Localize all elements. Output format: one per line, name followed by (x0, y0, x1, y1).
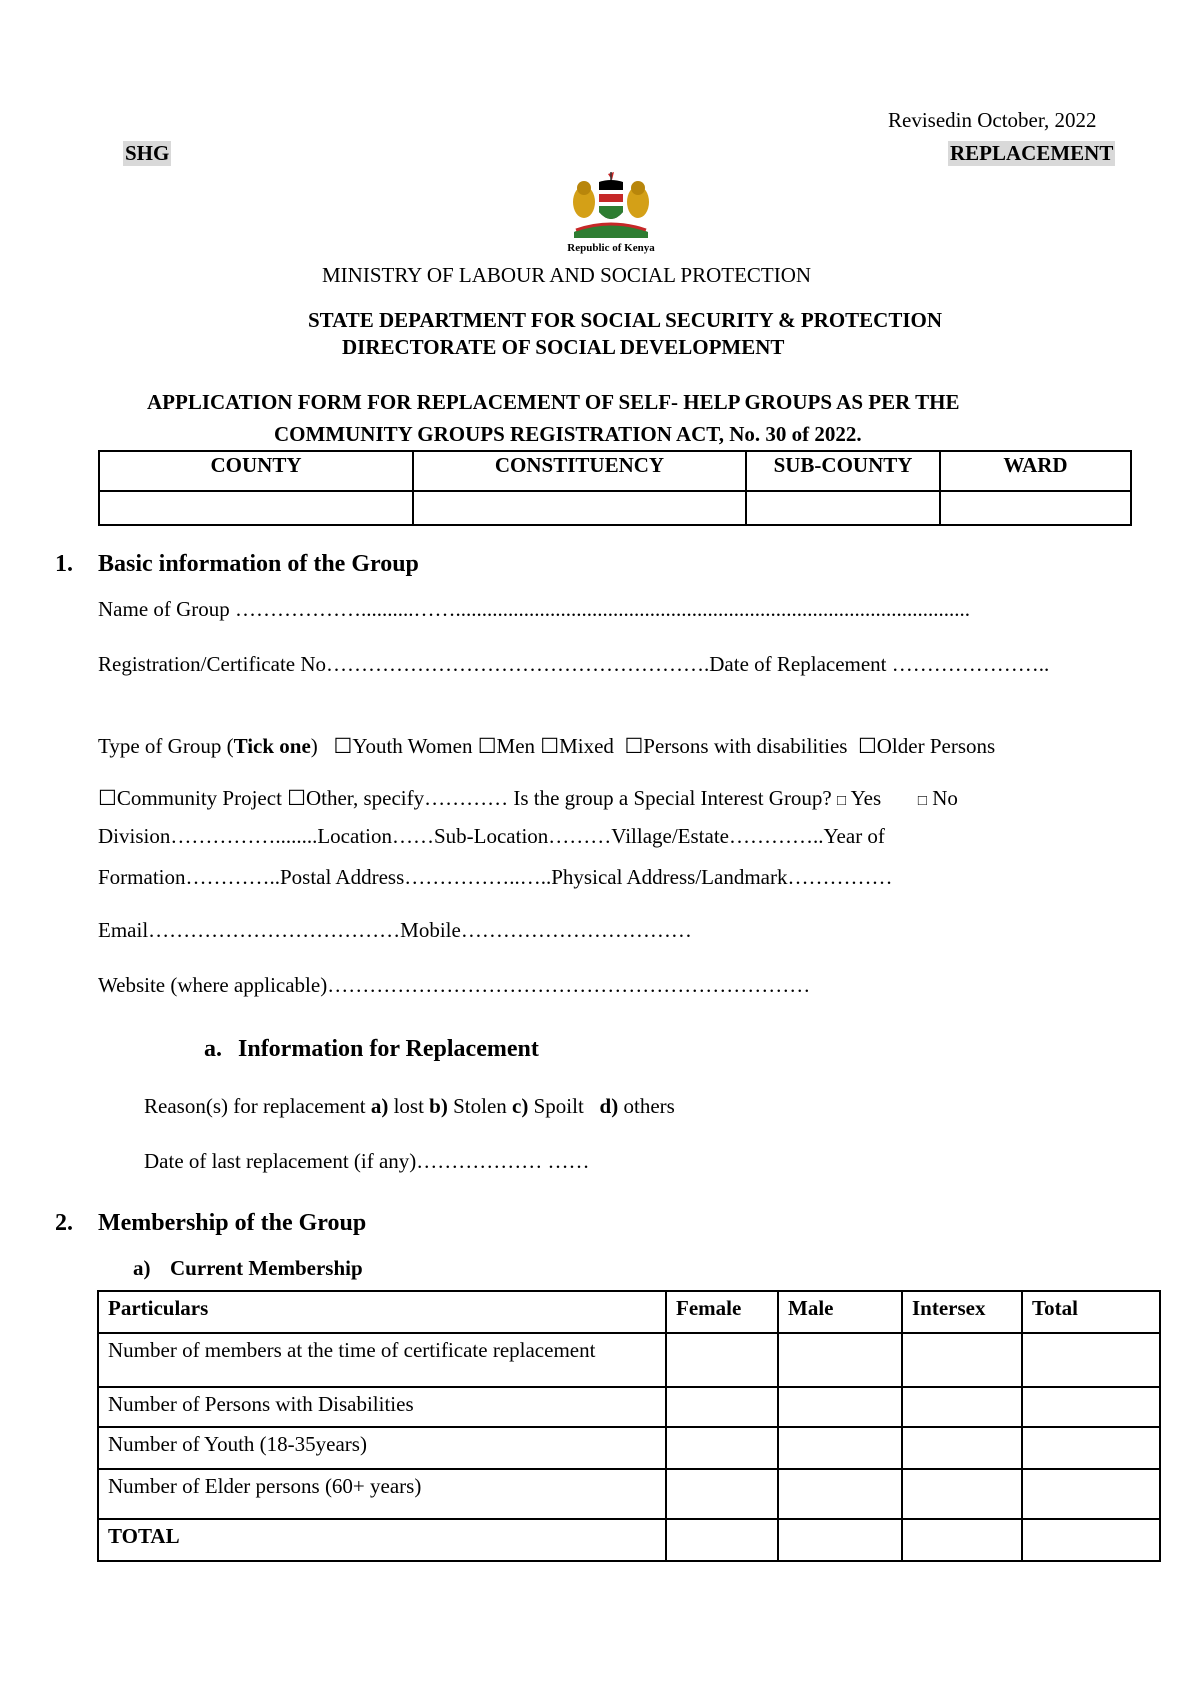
male-cell[interactable] (778, 1333, 902, 1387)
yes-label: Yes (850, 786, 882, 810)
total-cell[interactable] (1022, 1519, 1160, 1561)
section2-heading: Membership of the Group (98, 1210, 367, 1236)
reason-c-text: Spoilt (528, 1094, 600, 1118)
subsection-heading: Current Membership (170, 1256, 363, 1280)
male-cell[interactable] (778, 1427, 902, 1469)
option-youth-women: Youth Women (352, 734, 473, 758)
ward-input[interactable] (940, 491, 1131, 525)
header-female: Female (666, 1291, 778, 1333)
shg-tag: SHG (125, 141, 170, 165)
no-label: No (932, 786, 958, 810)
form-title-line2: COMMUNITY GROUPS REGISTRATION ACT, No. 30 of 2022. (274, 422, 862, 446)
directorate: DIRECTORATE OF SOCIAL DEVELOPMENT (342, 335, 785, 359)
checkbox-icon[interactable]: ☐ (540, 734, 560, 758)
constituency-header: CONSTITUENCY (413, 451, 746, 491)
female-cell[interactable] (666, 1387, 778, 1427)
row-label: Number of Youth (18-35years) (98, 1427, 666, 1469)
type-row-2 (98, 786, 958, 811)
type-prefix: Type of Group ( (98, 734, 234, 758)
email-line[interactable]: Email………………………………Mobile…………………………… (98, 918, 692, 942)
option-mixed: Mixed (559, 734, 614, 758)
header-particulars: Particulars (98, 1291, 666, 1333)
subsection-number: a) (133, 1256, 151, 1280)
reason-b-text: Stolen (447, 1094, 513, 1118)
row-label: Number of Persons with Disabilities (98, 1387, 666, 1427)
male-cell[interactable] (778, 1469, 902, 1519)
section2-number: 2. (55, 1210, 73, 1236)
membership-table (97, 1290, 1161, 1562)
sub-county-header: SUB-COUNTY (746, 451, 940, 491)
intersex-cell[interactable] (902, 1519, 1022, 1561)
checkbox-icon[interactable]: ☐ (287, 786, 306, 810)
table-row (98, 1387, 1160, 1427)
section1-number: 1. (55, 551, 73, 577)
sub-county-input[interactable] (746, 491, 940, 525)
reason-a-letter: a) (370, 1094, 389, 1118)
state-department: STATE DEPARTMENT FOR SOCIAL SECURITY & PROTECTION (308, 308, 943, 332)
male-cell[interactable] (778, 1519, 902, 1561)
option-pwd: Persons with disabilities (643, 734, 848, 758)
special-interest-question: Is the group a Special Interest Group? (513, 786, 832, 810)
revised-date: Revisedin October, 2022 (888, 108, 1097, 132)
female-cell[interactable] (666, 1469, 778, 1519)
checkbox-icon[interactable]: □ (837, 793, 847, 809)
ward-header: WARD (940, 451, 1131, 491)
checkbox-icon[interactable]: ☐ (857, 734, 877, 758)
division-line[interactable]: Division……………........Location……Sub-Location………Village/Estate…………..Year of (98, 824, 885, 848)
reasons-line (144, 1094, 675, 1119)
last-replacement-line[interactable]: Date of last replacement (if any)……………… …… (144, 1149, 590, 1173)
type-suffix: ) (310, 734, 318, 758)
table-row (98, 1519, 1160, 1561)
intersex-cell[interactable] (902, 1387, 1022, 1427)
reason-d-letter: d) (599, 1094, 619, 1118)
county-input[interactable] (99, 491, 413, 525)
ministry-name: MINISTRY OF LABOUR AND SOCIAL PROTECTION (322, 263, 812, 287)
row-label: Number of members at the time of certificate replacement (98, 1333, 666, 1387)
total-cell[interactable] (1022, 1427, 1160, 1469)
male-cell[interactable] (778, 1387, 902, 1427)
formation-line[interactable]: Formation…………..Postal Address……………..…..Physical Address/Landmark…………… (98, 865, 893, 889)
female-cell[interactable] (666, 1427, 778, 1469)
option-other[interactable]: Other, specify………… (305, 786, 509, 810)
intersex-cell[interactable] (902, 1333, 1022, 1387)
admin-location-table (98, 450, 1132, 526)
intersex-cell[interactable] (902, 1427, 1022, 1469)
female-cell[interactable] (666, 1519, 778, 1561)
type-of-group-row (98, 734, 995, 759)
checkbox-icon[interactable]: ☐ (624, 734, 644, 758)
intersex-cell[interactable] (902, 1469, 1022, 1519)
form-title-line1: APPLICATION FORM FOR REPLACEMENT OF SELF- HELP GROUPS AS PER THE (147, 390, 960, 414)
registration-field[interactable]: Registration/Certificate No……………………………………………….Date of Replacement ………………….. (98, 652, 1050, 676)
option-community-project: Community Project (116, 786, 282, 810)
website-line[interactable]: Website (where applicable)…………………………………………………………… (98, 973, 811, 997)
table-row (98, 1469, 1160, 1519)
total-cell[interactable] (1022, 1333, 1160, 1387)
checkbox-icon[interactable]: □ (917, 793, 927, 809)
header-total: Total (1022, 1291, 1160, 1333)
reason-b-letter: b) (429, 1094, 448, 1118)
name-of-group-field[interactable]: Name of Group ………………..........…….................................................................................................. (98, 597, 971, 621)
header-male: Male (778, 1291, 902, 1333)
reason-a-text: lost (388, 1094, 430, 1118)
total-cell[interactable] (1022, 1387, 1160, 1427)
checkbox-icon[interactable]: ☐ (98, 786, 117, 810)
table-row (98, 1427, 1160, 1469)
checkbox-icon[interactable]: ☐ (333, 734, 353, 758)
coat-caption: Republic of Kenya (567, 242, 655, 254)
replacement-tag: REPLACEMENT (950, 141, 1114, 165)
coat-of-arms-icon (568, 168, 654, 248)
header-intersex: Intersex (902, 1291, 1022, 1333)
section1-heading: Basic information of the Group (98, 551, 419, 577)
section1a-heading: Information for Replacement (238, 1036, 539, 1062)
table-row (98, 1333, 1160, 1387)
constituency-input[interactable] (413, 491, 746, 525)
reason-c-letter: c) (512, 1094, 529, 1118)
county-header: COUNTY (99, 451, 413, 491)
row-label-total: TOTAL (98, 1519, 666, 1561)
reason-d-text: others (618, 1094, 675, 1118)
option-men: Men (496, 734, 536, 758)
checkbox-icon[interactable]: ☐ (477, 734, 497, 758)
tick-one: Tick one (233, 734, 311, 758)
row-label: Number of Elder persons (60+ years) (98, 1469, 666, 1519)
total-cell[interactable] (1022, 1469, 1160, 1519)
option-older: Older Persons (876, 734, 996, 758)
section1a-number: a. (204, 1036, 222, 1062)
female-cell[interactable] (666, 1333, 778, 1387)
reason-prefix: Reason(s) for replacement (144, 1094, 371, 1118)
